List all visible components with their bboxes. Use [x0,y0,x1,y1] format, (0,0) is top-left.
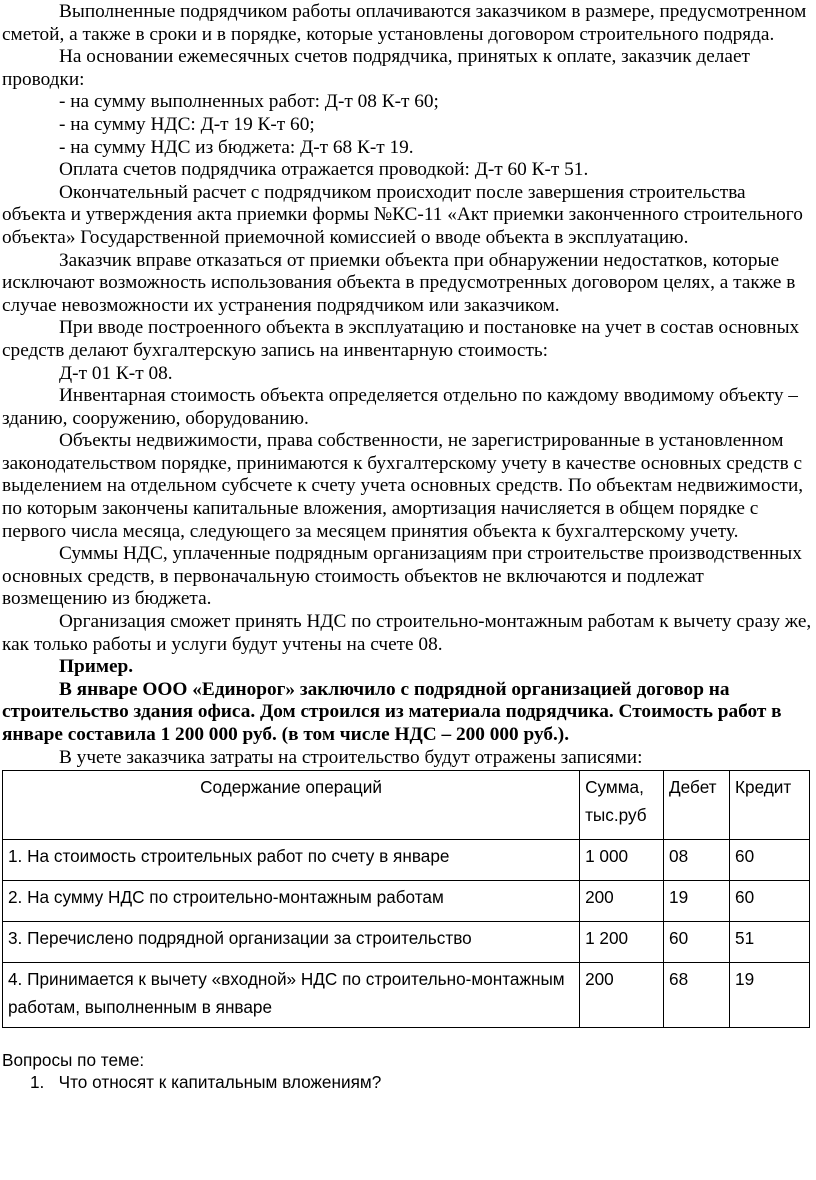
cell-debit: 08 [664,840,730,881]
example-body-text: В январе ООО «Единорог» заключило с подрядной организацией договор на строительство здания офиса. Дом строился из материала подрядчика. Стоимость работ в январе составила 1 200 000 руб. (в том числе НДС – 200 000 руб.). [2,678,782,745]
header-credit: Кредит [730,771,810,840]
operations-table [2,770,810,1028]
posting-line: Д-т 01 К-т 08. [59,362,173,384]
table-row [3,922,810,963]
paragraph: Объекты недвижимости, права собственности, не зарегистрированные в установленном законодательством порядке, принимаются к бухгалтерскому учету в качестве основных средств с выделением на отдельном субсчете к счету учета основных средств. По объектам недвижимости, по которым закончены капитальные вложения, амортизация начисляется в общем порядке с первого числа месяца, следующего за месяцем принятия объекта к бухгалтерскому учету. [2,430,804,542]
cell-amount: 200 [580,881,664,922]
header-debit: Дебет [664,771,730,840]
questions-title: Вопросы по теме: [2,1050,145,1071]
cell-credit: 51 [730,922,810,963]
paragraph: Окончательный расчет с подрядчиком происходит после завершения строительства объекта и утверждения акта приемки формы №КС-11 «Акт приемки законченного строительного объекта» Государственной приемочной комиссией о вводе объекта в эксплуатацию. [2,181,803,248]
cell-debit: 19 [664,881,730,922]
cell-amount: 1 200 [580,922,664,963]
header-operation: Содержание операций [3,771,580,840]
cell-debit: 60 [664,922,730,963]
table-row [3,881,810,922]
paragraph: Инвентарная стоимость объекта определяется отдельно по каждому вводимому объекту – зданию, сооружению, оборудованию. [2,385,798,429]
cell-operation: 4. Принимается к вычету «входной» НДС по строительно-монтажным работам, выполненным в январе [3,963,580,1028]
table-row [3,840,810,881]
cell-credit: 19 [730,963,810,1028]
paragraph: На основании ежемесячных счетов подрядчика, принятых к оплате, заказчик делает проводки: [2,46,750,90]
table-header-row [3,771,810,840]
paragraph: При вводе построенного объекта в эксплуатацию и постановке на учет в состав основных средств делают бухгалтерскую запись на инвентарную стоимость: [2,317,800,361]
cell-amount: 200 [580,963,664,1028]
question-item [2,1071,812,1093]
question-text: Что относят к капитальным вложениям? [58,1072,382,1093]
paragraph: Выполненные подрядчиком работы оплачиваются заказчиком в размере, предусмотренном сметой, а также в сроки и в порядке, которые установлены договором строительного подряда. [2,1,807,45]
questions-section [2,1049,812,1093]
cell-operation: 3. Перечислено подрядной организации за строительство [3,922,580,963]
example-heading [2,656,812,679]
cell-credit: 60 [730,881,810,922]
posting-line: - на сумму выполненных работ: Д-т 08 К-т 60; [59,91,439,113]
posting-line: - на сумму НДС: Д-т 19 К-т 60; [59,113,315,135]
example-body [2,679,812,747]
table-intro: В учете заказчика затраты на строительство будут отражены записями: [59,746,643,768]
question-number: 1. [30,1072,45,1093]
cell-credit: 60 [730,840,810,881]
cell-operation: 1. На стоимость строительных работ по счету в январе [3,840,580,881]
example-heading-text: Пример. [59,656,134,678]
table-row [3,963,810,1028]
paragraph: Суммы НДС, уплаченные подрядным организациям при строительстве производственных основных средств, в первоначальную стоимость объектов не включаются и подлежат возмещению из бюджета. [2,543,802,610]
document-page [2,1,812,1093]
cell-debit: 68 [664,963,730,1028]
document-body [2,1,812,769]
paragraph: Организация сможет принять НДС по строительно-монтажным работам к вычету сразу же, как только работы и услуги будут учтены на счете 08. [2,611,812,655]
posting-line: - на сумму НДС из бюджета: Д-т 68 К-т 19. [59,136,414,158]
cell-operation: 2. На сумму НДС по строительно-монтажным работам [3,881,580,922]
header-amount: Сумма, тыс.руб [580,771,664,840]
paragraph: Оплата счетов подрядчика отражается проводкой: Д-т 60 К-т 51. [59,159,589,181]
cell-amount: 1 000 [580,840,664,881]
paragraph: Заказчик вправе отказаться от приемки объекта при обнаружении недостатков, которые исключают возможность использования объекта в предусмотренных договором целях, а также в случае невозможности их устранения подрядчиком или заказчиком. [2,249,796,316]
